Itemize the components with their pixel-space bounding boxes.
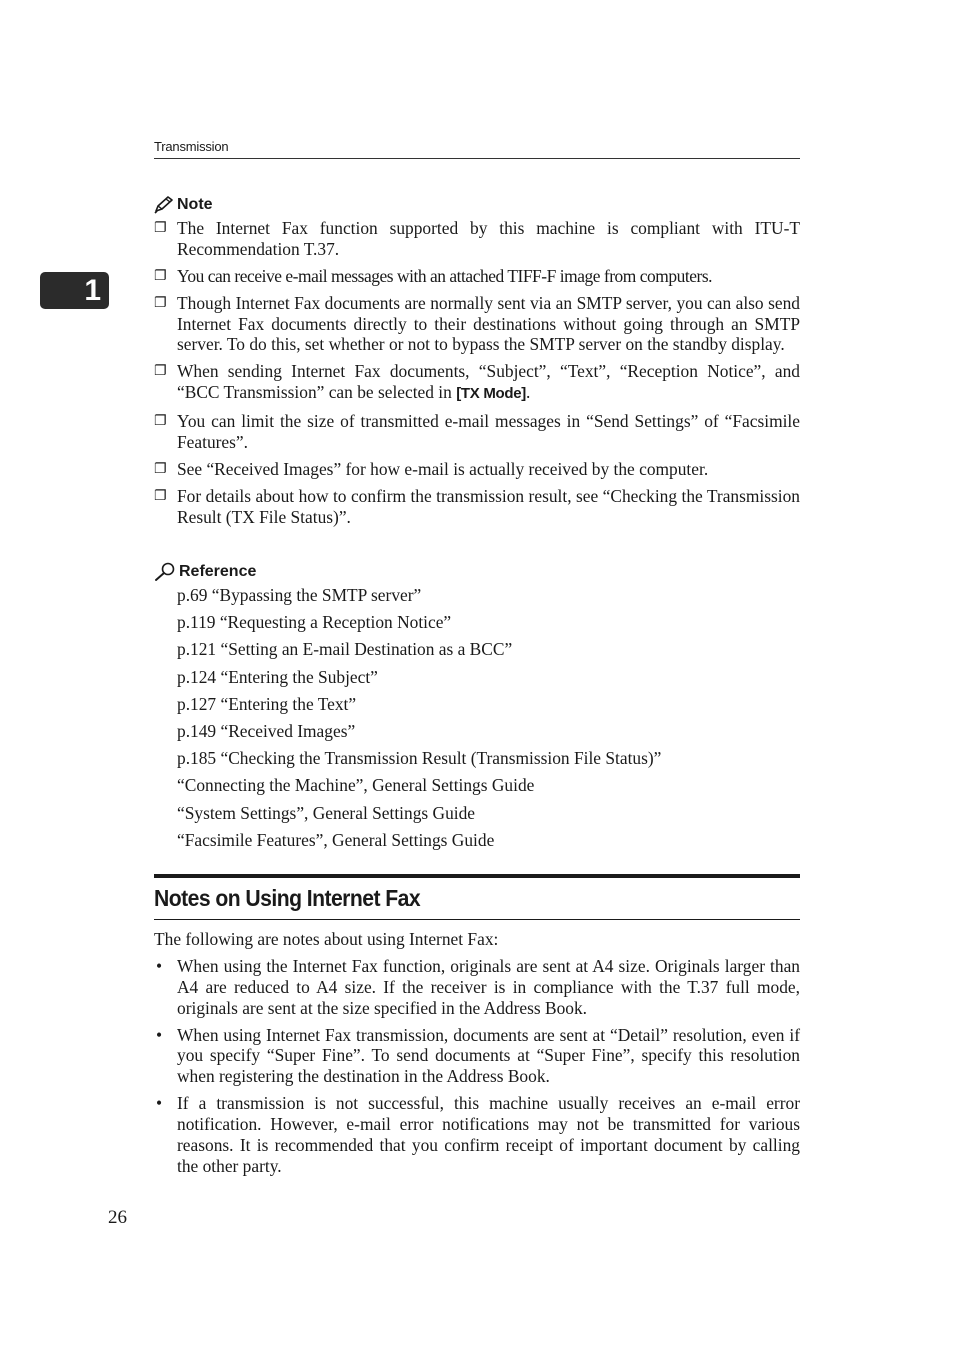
note-item: ❐ You can limit the size of transmitted e-mail messages in “Send Settings” of “Facsimile Features”.: [154, 411, 800, 452]
section-title: Notes on Using Internet Fax: [154, 885, 421, 911]
bullet-item: • If a transmission is not successful, this machine usually receives an e-mail error notification. However, e-mail error notifications may not be transmitted for various reasons. It is recommended that you confirm receipt of important document by calling the other party.: [156, 1093, 800, 1176]
note-list: [154, 218, 800, 534]
bullet-dot-icon: •: [156, 956, 163, 976]
checkbox-bullet-icon: ❐: [154, 363, 167, 380]
note-item: ❐ Though Internet Fax documents are normally sent via an SMTP server, you can also send Internet Fax documents directly to their destinations without going through an SMTP server. To do this, set whether or not to bypass the SMTP server on the standby display.: [154, 292, 800, 355]
bullet-dot-icon: •: [156, 1093, 163, 1114]
note-item: ❐ When sending Internet Fax documents, “Subject”, “Text”, “Reception Notice”, and “BCC Transmission” can be selected in [TX Mode].: [154, 361, 800, 403]
reference-link[interactable]: p.119 “Requesting a Reception Notice”: [177, 612, 452, 633]
page-number: 26: [108, 1207, 127, 1228]
checkbox-bullet-icon: ❐: [154, 294, 167, 311]
reference-link[interactable]: p.185 “Checking the Transmission Result (Transmission File Status)”: [177, 748, 662, 769]
reference-link[interactable]: “Facsimile Features”, General Settings Guide: [177, 829, 495, 850]
chapter-tab: [40, 272, 109, 309]
bullet-dot-icon: •: [156, 1024, 163, 1045]
chapter-number: 1: [84, 274, 101, 307]
reference-link[interactable]: p.149 “Received Images”: [177, 720, 356, 741]
section-rule-bottom: [154, 919, 800, 920]
note-item: ❐ For details about how to confirm the transmission result, see “Checking the Transmission Result (TX File Status)”.: [154, 485, 800, 527]
tx-mode-key: [TX Mode]: [456, 385, 526, 403]
header-rule: [154, 158, 800, 159]
checkbox-bullet-icon: ❐: [154, 460, 167, 477]
bullet-item: • When using Internet Fax transmission, documents are sent at “Detail” resolution, even if you specify “Super Fine”. To send documents at “Super Fine”, specify this resolution when registering the destination in the Address Book.: [156, 1024, 800, 1087]
reference-heading: [154, 561, 256, 583]
checkbox-bullet-icon: ❐: [154, 413, 167, 430]
section-intro: The following are notes about using Internet Fax:: [154, 929, 499, 949]
reference-list: [177, 585, 661, 857]
note-item: ❐ See “Received Images” for how e-mail is actually received by the computer.: [154, 458, 709, 479]
pencil-icon: [154, 196, 174, 214]
checkbox-bullet-icon: ❐: [154, 487, 167, 504]
reference-link[interactable]: p.69 “Bypassing the SMTP server”: [177, 585, 422, 605]
bullet-list: [154, 956, 800, 1183]
running-head: Transmission: [154, 139, 229, 154]
reference-heading-text: Reference: [179, 563, 257, 580]
note-item: ❐ You can receive e-mail messages with an attached TIFF-F image from computers.: [154, 265, 713, 286]
note-heading: [154, 194, 213, 216]
reference-link[interactable]: p.127 “Entering the Text”: [177, 693, 357, 714]
note-item: ❐ The Internet Fax function supported by this machine is compliant with ITU-T Recommendation T.37.: [154, 218, 800, 259]
section-rule-top: [154, 874, 800, 878]
reference-link[interactable]: “System Settings”, General Settings Guide: [177, 802, 476, 823]
bullet-item: • When using the Internet Fax function, originals are sent at A4 size. Originals larger than A4 are reduced to A4 size. If the receiver is in compliance with the T.37 full mode, originals are sent at the size specified in the Address Book.: [156, 956, 800, 1018]
magnifier-icon: [154, 562, 176, 582]
reference-link[interactable]: p.124 “Entering the Subject”: [177, 666, 378, 687]
reference-link[interactable]: “Connecting the Machine”, General Settings Guide: [177, 775, 535, 796]
reference-link[interactable]: p.121 “Setting an E-mail Destination as a BCC”: [177, 639, 513, 660]
checkbox-bullet-icon: ❐: [154, 267, 167, 284]
note-heading-text: Note: [177, 196, 213, 213]
checkbox-bullet-icon: ❐: [154, 220, 167, 236]
